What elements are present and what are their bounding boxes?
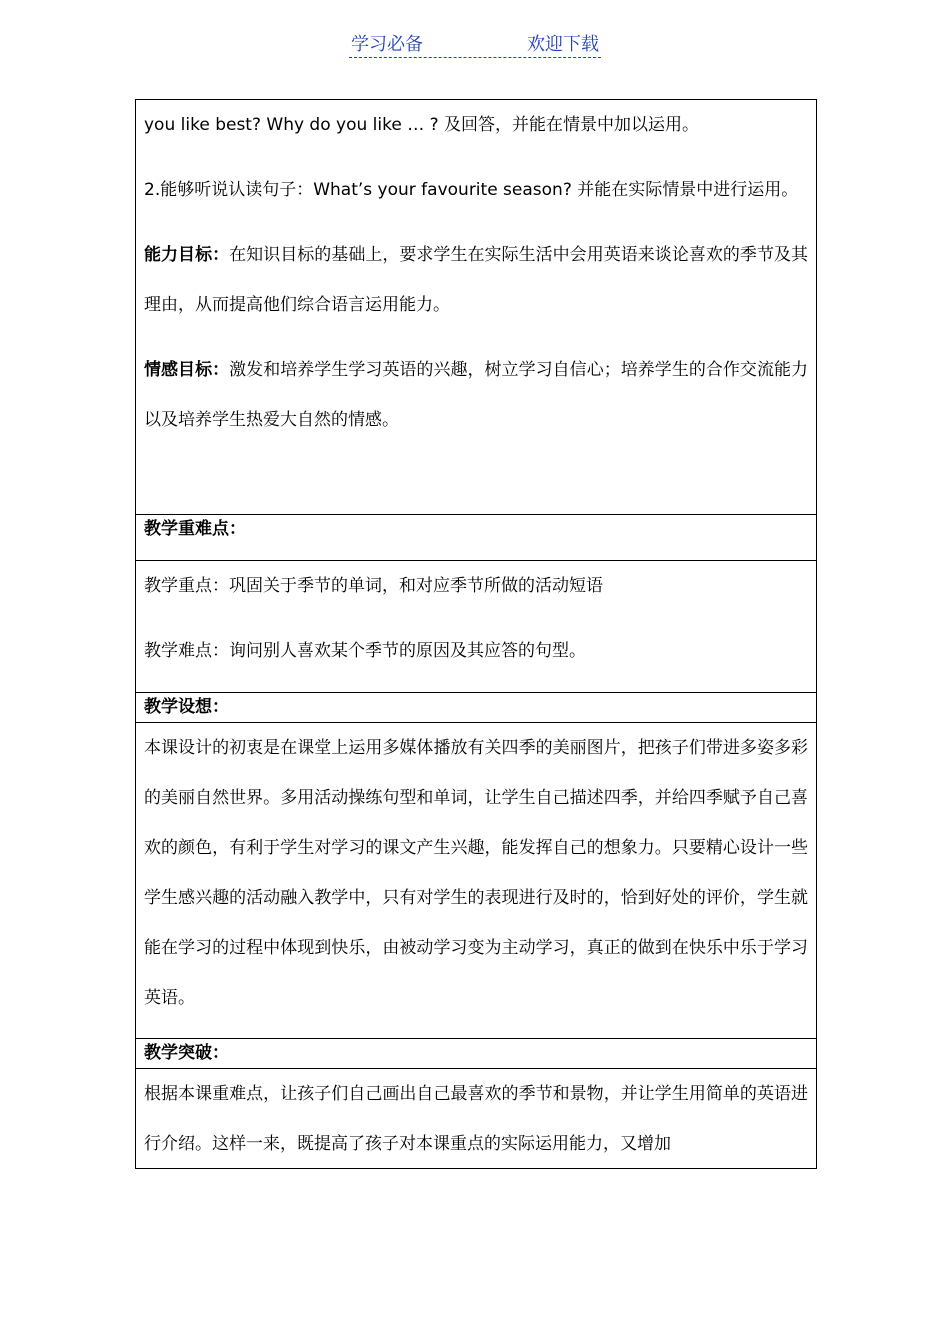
emotion-objective <box>144 345 808 445</box>
breakthrough-heading: 教学突破： <box>144 1043 229 1063</box>
design-heading: 教学设想： <box>144 697 229 717</box>
key-points-cell <box>136 560 816 692</box>
objectives-cell <box>136 100 816 514</box>
header-right-text: 欢迎下载 <box>527 34 599 55</box>
key-points-heading: 教学重难点： <box>144 519 246 539</box>
header-underline <box>349 30 601 58</box>
ability-objective <box>144 230 808 330</box>
emotion-text: 激发和培养学生学习英语的兴趣，树立学习自信心；培养学生的合作交流能力以及培养学生热爱大自然的情感。 <box>144 360 809 430</box>
emotion-label: 情感目标： <box>144 360 230 380</box>
key-points-heading-cell <box>136 514 816 560</box>
ability-label: 能力目标： <box>144 245 230 265</box>
design-text: 本课设计的初衷是在课堂上运用多媒体播放有关四季的美丽图片，把孩子们带进多姿多彩的美丽自然世界。多用活动操练句型和单词，让学生自己描述四季，并给四季赋予自己喜欢的颜色，有利于学生对学习的课文产生兴趣，能发挥自己的想象力。只要精心设计一些学生感兴趣的活动融入教学中，只有对学生的表现进行及时的，恰到好处的评价，学生就能在学习的过程中体现到快乐，由被动学习变为主动学习，真正的做到在快乐中乐于学习英语。 <box>144 738 808 1008</box>
ability-text: 在知识目标的基础上，要求学生在实际生活中会用英语来谈论喜欢的季节及其理由，从而提高他们综合语言运用能力。 <box>144 245 809 315</box>
page-header <box>0 30 950 58</box>
header-left-text: 学习必备 <box>351 34 423 55</box>
design-cell <box>136 722 816 1038</box>
knowledge-objective-continued: you like best? Why do you like … ? 及回答，并能在情景中加以运用。 <box>144 115 700 135</box>
breakthrough-heading-cell <box>136 1038 816 1068</box>
breakthrough-cell <box>136 1068 816 1168</box>
lesson-plan-table <box>135 99 817 1169</box>
breakthrough-text: 根据本课重难点，让孩子们自己画出自己最喜欢的季节和景物，并让学生用简单的英语进行介绍。这样一来，既提高了孩子对本课重点的实际运用能力，又增加 <box>144 1084 808 1154</box>
teaching-focus: 教学重点：巩固关于季节的单词，和对应季节所做的活动短语 <box>144 576 603 596</box>
knowledge-objective-2: 2.能够听说认读句子：What’s your favourite season? 并能在实际情景中进行运用。 <box>144 180 799 200</box>
design-heading-cell <box>136 692 816 722</box>
teaching-difficulty: 教学难点：询问别人喜欢某个季节的原因及其应答的句型。 <box>144 641 586 661</box>
